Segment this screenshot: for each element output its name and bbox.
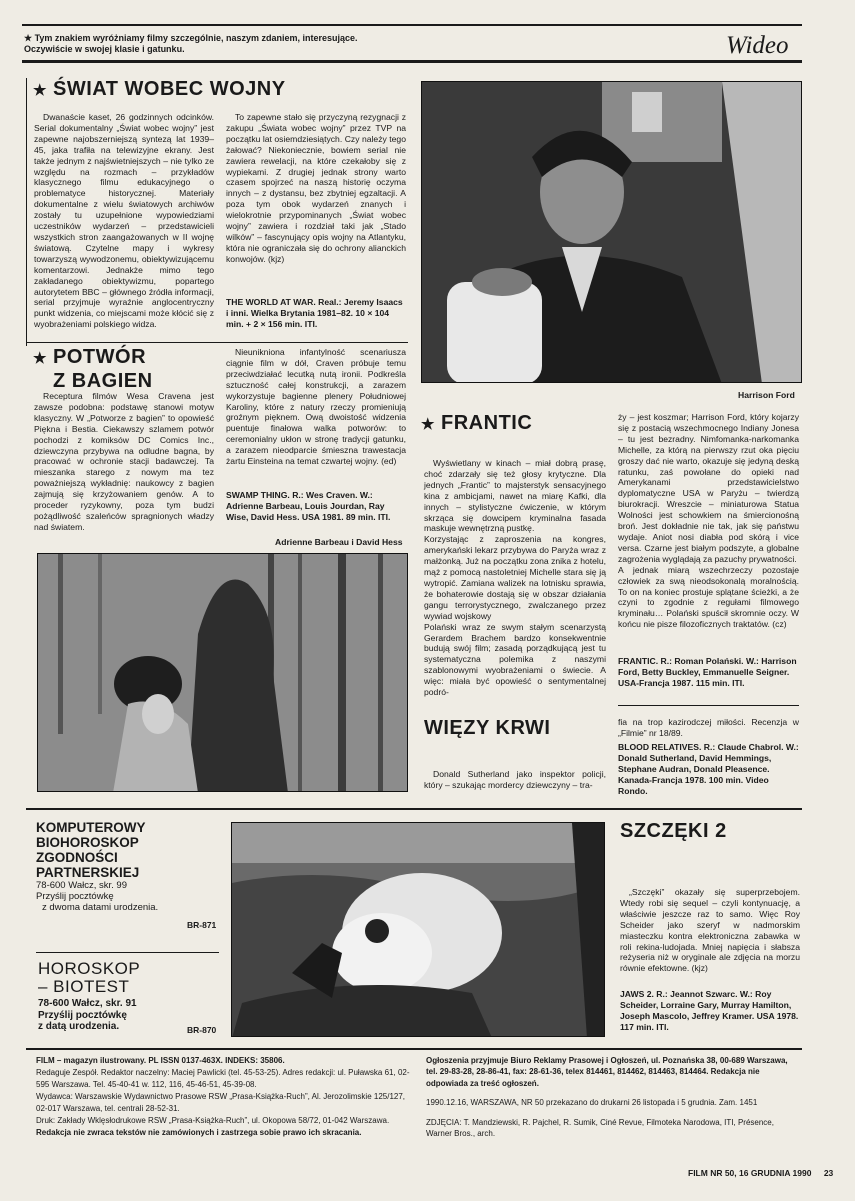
potwor-photo-image: [38, 554, 408, 792]
ad1-code: BR-871: [187, 920, 217, 930]
ad-horoskop: [38, 960, 224, 1033]
swiat-title: ŚWIAT WOBEC WOJNY: [53, 78, 286, 100]
szczeki-photo: [231, 822, 605, 1037]
swiat-column-1: Dwanaście kaset, 26 godzinnych odcinków. Serial dokumentalny „Świat wobec wojny” jest zapewne najobszerniejszą syntezą lat 1939–45, jaka trafiła na telewizyjne ekrany. Jest także jednym z najświetniejszych – nie tylko ze względu na rozmach – przykładów klasycznego filmu edukacyjnego o problematyce historycznej. Materiały dokumentalne z wielu światowych archiwów zostały tu uzupełnione wypowiedziami uczestników wydarzeń – przedstawicieli wszystkich stron zaangażowanych w II wojnę światową. Czytelne mapy i wykresy towarzyszą wywodzonemu, obiektywizującemu komentarzowi. Jednakże mimo tego zakładanego obiektywizmu, popartego autorytetem BBC – głównego źródła informacji, serial przyjmuje wyraźnie anglocentryczny punkt widzenia, co miejscami może kłócić się z wyobrażeniami polskiego widza.: [34, 112, 214, 330]
ad2-line-3: z datą urodzenia.: [38, 1021, 120, 1032]
ad2-title-1: HOROSKOP: [38, 959, 141, 978]
ad1-title-3: ZGODNOŚCI: [36, 850, 118, 865]
footer-photos-line: ZDJĘCIA: T. Mandziewski, R. Pajchel, R. Sumik, Ciné Revue, Filmoteka Narodowa, ITI, Présence, Warner Bros., arch.: [426, 1117, 774, 1139]
szczeki-photo-image: [232, 823, 605, 1037]
potwor-credits: SWAMP THING. R.: Wes Craven. W.: Adrienne Barbeau, Louis Jourdan, Ray Wise, David Hess. USA 1981. 89 min. ITI.: [226, 490, 391, 522]
middle-divider: [26, 808, 802, 810]
legend-line-1: Tym znakiem wyróżniamy filmy szczególnie, naszym zdaniem, interesujące.: [34, 33, 358, 43]
ad1-title-2: BIOHOROSKOP: [36, 835, 139, 850]
footer-ads-line: Ogłoszenia przyjmuje Biuro Reklamy Prasowej i Ogłoszeń, ul. Poznańska 38, 00-689 Warszawa, tel. 29-83-28, 28-86-41, fax: 28-61-36, telex 814461, 814462, 814463, 814464. Redakcja nie odpowiada za treść ogłoszeń.: [426, 1056, 788, 1088]
footer-ads-info: [426, 1055, 800, 1140]
szczeki-title: SZCZĘKI 2: [620, 820, 727, 842]
frantic-photo-image: [422, 82, 802, 383]
potwor-title-line-1: POTWÓR: [53, 346, 147, 368]
potwor-photo: [37, 553, 408, 792]
frantic-bottom-rule: [618, 705, 799, 706]
szczeki-body: „Szczęki” okazały się superprzebojem. Wtedy robi się sequel – czyli kontynuację, a właściwie jeszcze raz to samo. Więc Roy Scheider jako szeryf w nadmorskim miasteczku kontra elektroniczna zabawka w roli rekina-ludojada. Mniej napięcia i słabsza reżyseria niż w oryginale ale zdjęcia na morzu równie efektowne. (kjz): [620, 887, 800, 974]
potwor-title-line-2: Z BAGIEN: [53, 370, 153, 392]
legend-note: [24, 33, 358, 55]
imprint-line-3: Wydawca: Warszawskie Wydawnictwo Prasowe RSW „Prasa-Książka-Ruch”, Al. Jerozolimskie 125/127, 02-017 Warszawa, tel. centrali 28-52-31.: [36, 1092, 406, 1113]
imprint-line-5: Redakcja nie zwraca tekstów nie zamówionych i zastrzega sobie prawo ich skracania.: [36, 1128, 362, 1138]
frantic-column-1: Wyświetlany w kinach – miał dobrą prasę, choć zdarzały się też głosy krytyczne. Dla jednych „Frantic” to majsterstyk sensacyjnego kina z ambicjami, nawet na miarę Kafki, dla innych – stylistyczne ćwiczenie, w którym skrząca się dowcipem kryminalna fasada maskuje wewnętrzną pustkę. Korzystając z zaproszenia na kongres, amerykański lekarz przybywa do Paryża wraz z małżonką. Już na początku zona znika z hotelu, mąż z pomocą nastoletniej Michelle stara się ją wytropić. Zamiana walizek na lotnisku sprawia, że bohaterowie dostają się w obszar działania gangu terrorystycznego, zwalczanego przez wywiad wojskowy Polański wraz ze swym stałym scenarzystą Gerardem Brachem bardzo konsekwentnie budują swój film; zasadą porządkującą jest tu systematyczna polemika z naszymi szablonowymi wyobrażeniami o świecie. A więc: miała być opowieść o sentymentalnej podró-: [424, 458, 607, 698]
wiezy-credits: BLOOD RELATIVES. R.: Claude Chabrol. W.: Donald Sutherland, David Hemmings, Stephane Audran, Donald Pleasence. Kanada-Francja 1978. 100 min. Video Rondo.: [618, 742, 799, 796]
potwor-top-rule: [26, 342, 408, 343]
potwor-column-2: Nieunikniona infantylność scenariusza ciągnie film w dół, Craven próbuje temu przeciwdziałać lecutką nutą ironii. Podkreśla sztuczność całej konstrukcji, a zarazem wykorzystuje bagienne plenery Południowej Karoliny, które z natury rzeczy promieniują groźnym pięknem. Ową dwoistość widzenia puentuje finałowa walka potworów: to ceremonialny ukłon w stronę tradycji gatunku, a zarazem nieodparcie śmieszna trawestacja żartu Einsteina na temat czwartej wojny. (ed): [226, 347, 406, 467]
ad2-line-2: Przyślij pocztówkę: [38, 1009, 127, 1021]
header-bottom-rule: [22, 60, 802, 63]
potwor-column-1: Receptura filmów Wesa Cravena jest zawsze podobna: podstawę stanowi motyw klasyczny. W „Potworze z bagien” to opowieść Piękna i Bestia. Ciekawszy szlamem potwór pochodzi z komiksów DC Comics Inc., dziewczyna przybywa na odludne bagna, by pracować w ochronie stacji badawczej. Ta mieszanka starego z nowym ma tez poważniejszą wykładnię: naukowcy z bagien zajmują się krzyżowaniem genów. A to proceder ryzykowny, poza tym budzi pożądliwość szaleńców spragnionych władzy nad światem.: [34, 391, 214, 532]
swiat-heading: [33, 78, 286, 101]
frantic-title: FRANTIC: [441, 412, 533, 434]
ad-biohoroskop: [36, 820, 222, 913]
wiezy-title: WIĘZY KRWI: [424, 717, 551, 739]
ad-divider: [36, 952, 219, 953]
frantic-star-icon: ★: [421, 416, 435, 433]
potwor-star-icon: ★: [33, 350, 47, 367]
section-title: Wideo: [726, 32, 789, 59]
legend-line-2: Oczywiście w swojej klasie i gatunku.: [24, 44, 185, 54]
frantic-credits: FRANTIC. R.: Roman Polański. W.: Harrison Ford, Betty Buckley, Emmanuelle Seigner. USA-Francja 1987. 115 min. ITI.: [618, 656, 797, 688]
wiezy-column-2: fia na trop kazirodczej miłości. Recenzja w „Filmie” nr 18/89.: [618, 717, 799, 738]
top-rule: [22, 24, 802, 26]
page-footer: [688, 1168, 833, 1178]
frantic-photo-caption: Harrison Ford: [738, 390, 795, 400]
ad1-line-3: z dwoma datami urodzenia.: [42, 902, 159, 913]
potwor-heading: [33, 346, 153, 392]
footer-top-rule: [26, 1048, 802, 1050]
frantic-heading: [421, 412, 532, 435]
footer-imprint: [36, 1055, 414, 1140]
page-number: 23: [823, 1168, 834, 1178]
frantic-photo: [421, 81, 802, 383]
ad1-line-2: Przyślij pocztówkę: [36, 891, 114, 902]
ad2-title-2: – BIOTEST: [38, 977, 130, 996]
potwor-photo-caption: Adrienne Barbeau i David Hess: [275, 537, 403, 547]
wiezy-column-1: Donald Sutherland jako inspektor policji, który – szukając mordercy dziewczyny – tra-: [424, 769, 606, 790]
ad2-code: BR-870: [187, 1025, 217, 1035]
ad1-line-1: 78-600 Wałcz, skr. 99: [36, 880, 127, 891]
szczeki-credits: JAWS 2. R.: Jeannot Szwarc. W.: Roy Scheider, Lorraine Gary, Murray Hamilton, Joseph Mascolo, Jeffrey Kramer. USA 1978. 117 min. ITI.: [620, 989, 799, 1032]
ad1-title-1: KOMPUTEROWY: [36, 820, 146, 835]
imprint-line-4: Druk: Zakłady Wklęsłodrukowe RSW „Prasa-Książka-Ruch”, ul. Okopowa 58/72, 01-042 Warszawa.: [36, 1116, 390, 1126]
imprint-line-2: Redaguje Zespół. Redaktor naczelny: Maciej Pawlicki (tel. 45-53-25). Adres redakcji: ul. Puławska 61, 02-595 Warszawa. Tel. 45-40-41 w. 112, 116, 45-46-51, 45-39-08.: [36, 1068, 410, 1089]
footer-print-line: 1990.12.16, WARSZAWA, NR 50 przekazano do drukarni 26 listopada i 5 grudnia. Zam. 1451: [426, 1098, 758, 1108]
ad1-title-4: PARTNERSKIEJ: [36, 865, 140, 880]
issue-label: FILM NR 50, 16 GRUDNIA 1990: [688, 1168, 812, 1178]
swiat-star-icon: ★: [33, 82, 47, 99]
ad2-line-1: 78-600 Wałcz, skr. 91: [38, 998, 137, 1009]
frantic-column-2: ży – jest koszmar; Harrison Ford, który kojarzy się z postacią wszechmocnego Indiany Jonesa – tu jest bezradny. Nimfomanka-narkomanka Michelle, za którą na pierwszy rzut oka pięciu groszy dać nie warto, okazuje się jedyną deską ratunku, zaś powołane do opieki nad Amerykanami przedstawicielstwo dyplomatyczne USA w Paryżu – twierdzą biurokracji. Wreszcie – miniaturowa Statua Wolności jest schowkiem na śmiercionośną broń. Jest dokładnie nie tak, jak się państwu wydaje. Aniot nosi diabła pod skórą i vice versa. Czarne jest białym podszyte, a globalne zagrożenia wyglądają za pazuchy prywatności. A jednak miarą wszechrzeczy pozostaje człowiek za swą nieodsokonalą moralnością. To on na koniec prostuje splątane ścieżki, a że czyni to zgodnie z regułami filmowego kryminału… Polański spuścił skromnie oczy. W końcu nie pisze filozoficznych traktatów. (cz): [618, 412, 799, 630]
swiat-column-2: To zapewne stało się przyczyną rezygnacji z zakupu „Świata wobec wojny” przez TVP na początku lat osiemdziesiątych. Czy należy tego żałować? Niekoniecznie, bowiem serial nie zawiera rewelacji, na które czekałoby się z wypiekami. Z drugiej jednak strony warto czasem spojrzeć na naszą historię oczyma innych – z dystansu, bez zbytniej egzaltacji. A poza tym obok wydarzeń znanych i wielokrotnie przypominanych „Świat wobec wojny” zawiera i rozdział taki jak „Stado wilków” – fascynujący opis wojny na Atlantyku, która nie ograniczała się do ochrony alianckich konwojów. (kjz): [226, 112, 406, 264]
imprint-line-1: FILM – magazyn ilustrowany. PL ISSN 0137-463X. INDEKS: 35806.: [36, 1056, 285, 1065]
swiat-credits: THE WORLD AT WAR. Real.: Jeremy Isaacs i inni. Wielka Brytania 1981–82. 10 × 104 min. + 2 × 156 min. ITI.: [226, 297, 403, 329]
legend-star-icon: ★: [24, 33, 33, 43]
swiat-left-rule: [26, 78, 27, 346]
